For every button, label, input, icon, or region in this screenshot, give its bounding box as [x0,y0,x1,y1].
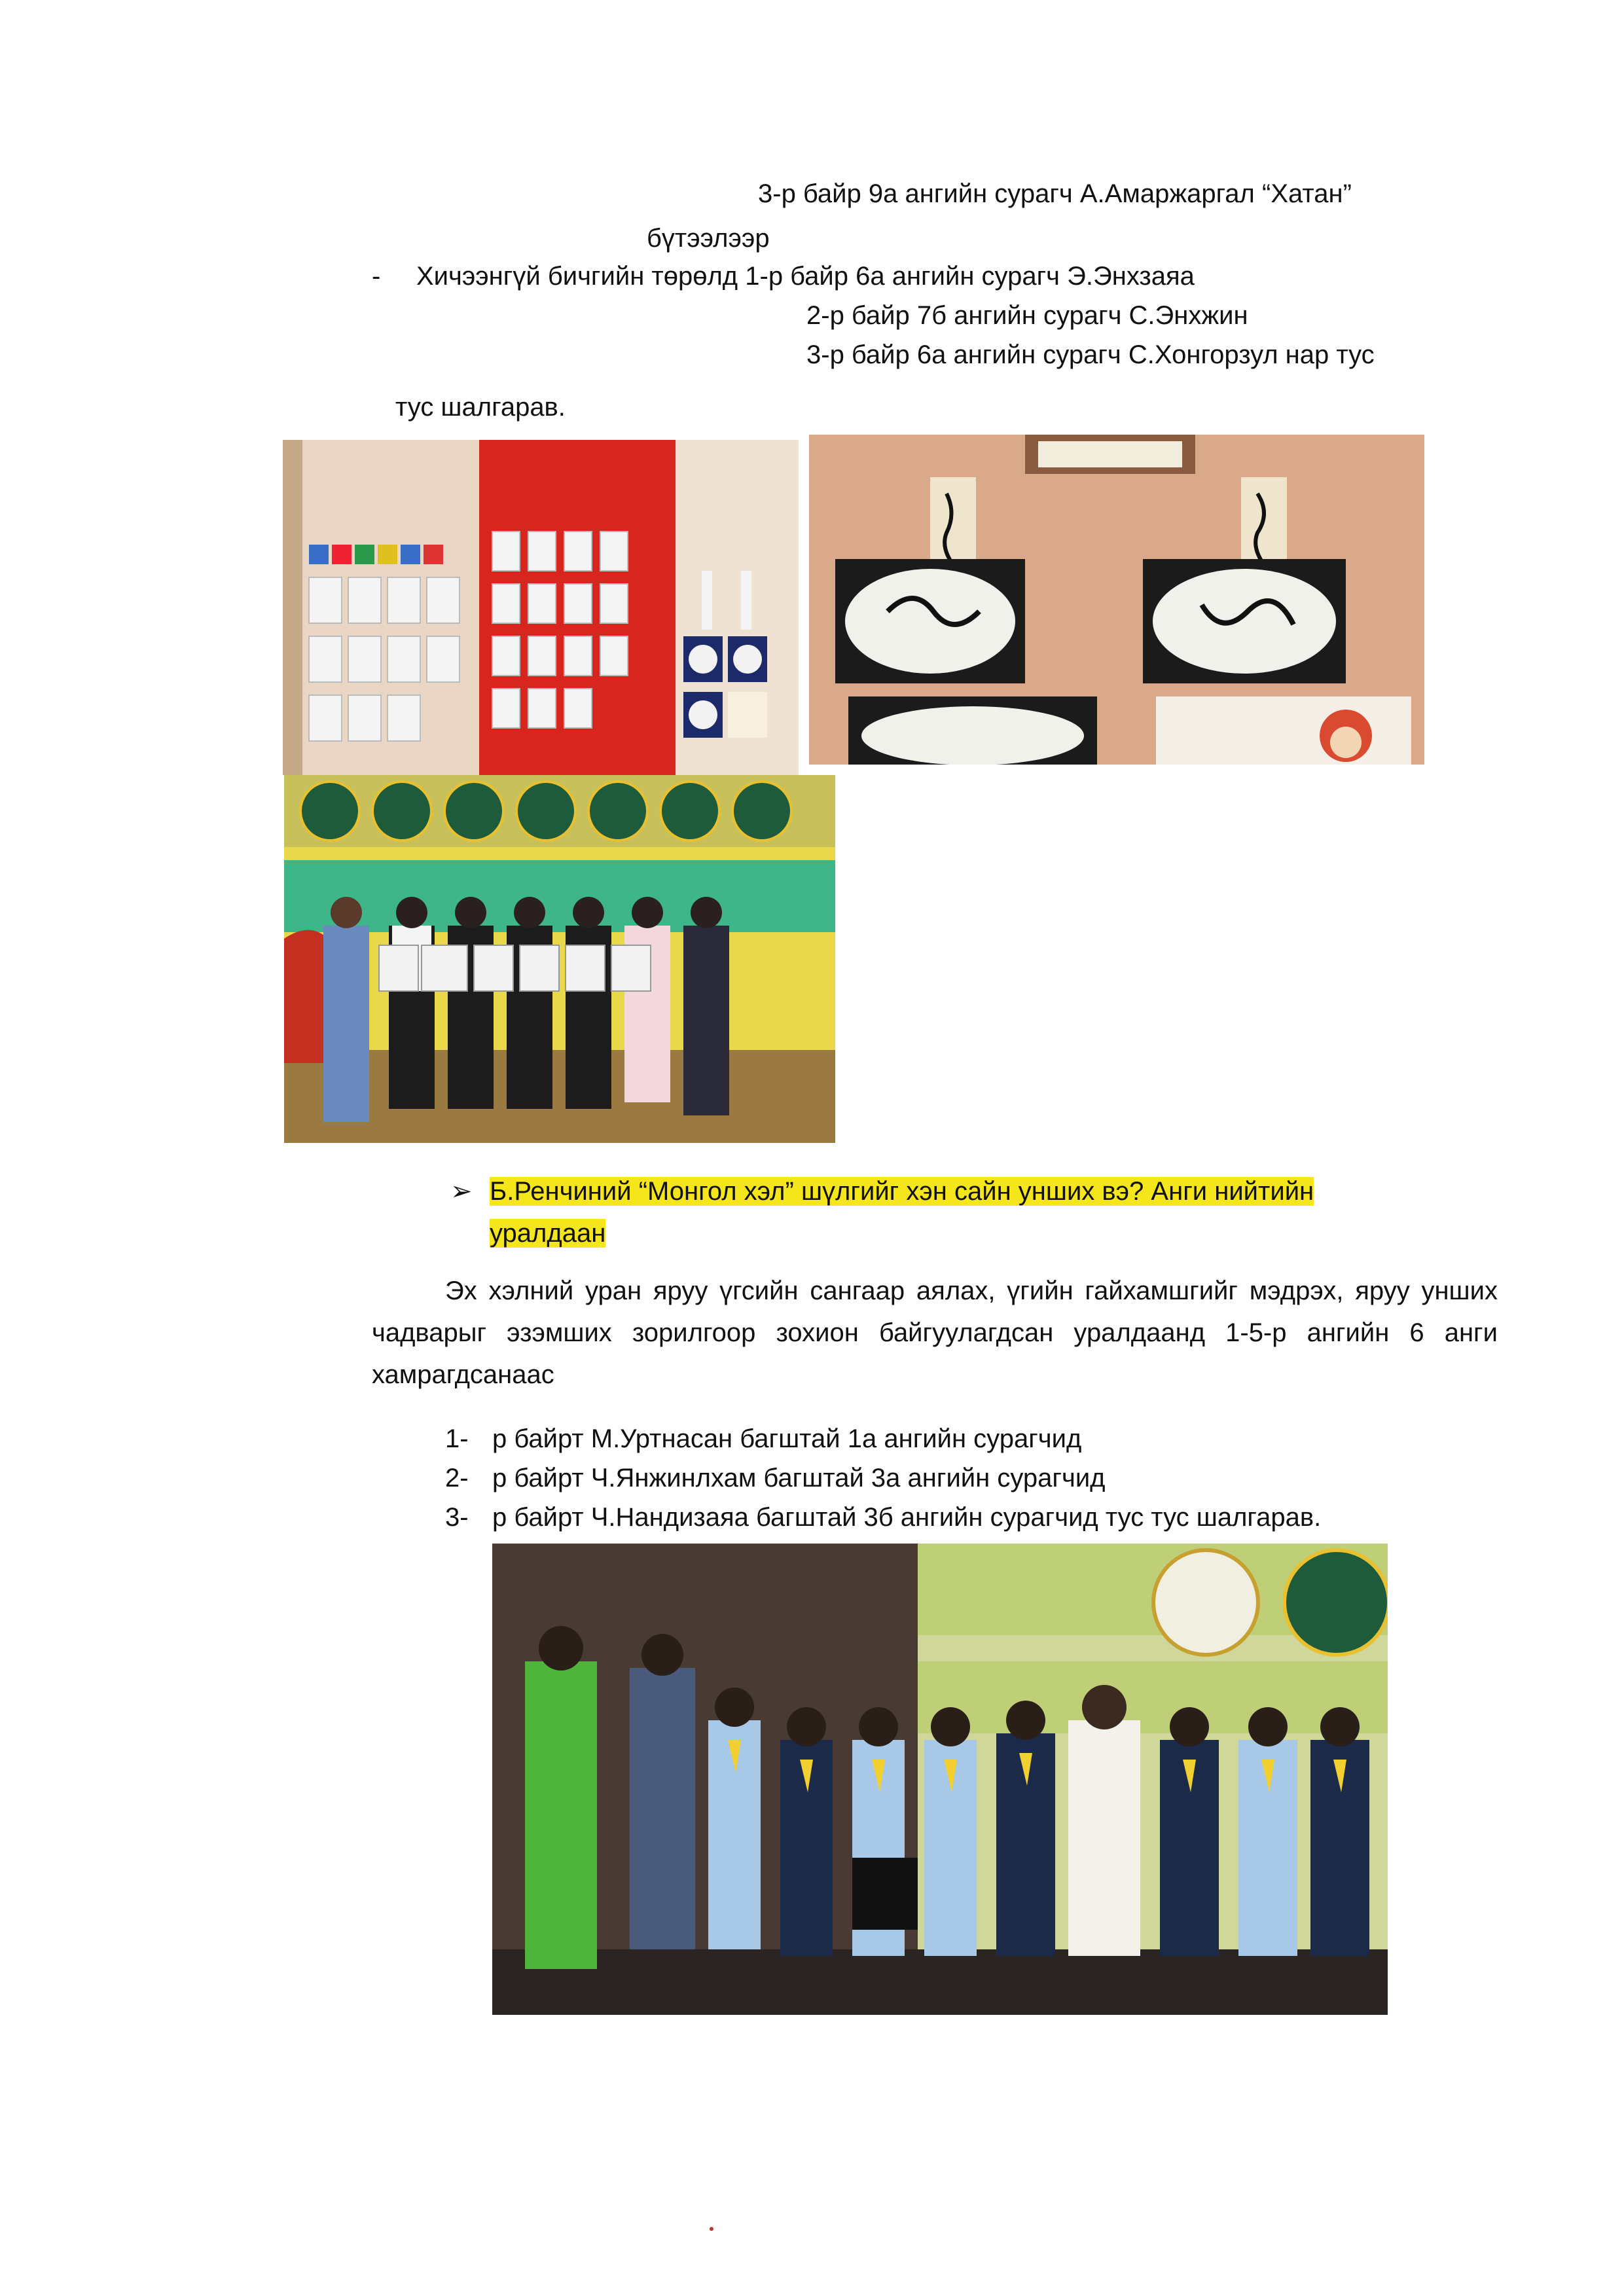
award-ceremony-photo [284,775,835,1143]
result-text-3: р байрт Ч.Нандизаяа багштай 3б ангийн сурагчид тус тус шалгарав. [492,1503,1322,1532]
calligraphy-artworks-photo [809,435,1424,765]
result-number-1: 1- [445,1424,469,1453]
award-line-2: бүтээлээр [647,224,770,253]
scan-speck [710,2227,713,2231]
award-line-5: 3-р байр 6а ангийн сурагч С.Хонгорзул нар тус [806,340,1375,369]
section-heading-text-1: Б.Ренчиний “Монгол хэл” шүлгийг хэн сайн унших вэ? Анги нийтийн [490,1177,1314,1206]
section-heading-text-2: уралдаан [490,1219,606,1248]
section-heading-line-2 [490,1218,605,1249]
result-number-2: 2- [445,1464,469,1492]
award-line-6: тус шалгарав. [395,393,566,422]
calligraphy-exhibit-photo [283,440,799,775]
award-line-4: 2-р байр 7б ангийн сурагч С.Энхжин [806,301,1248,330]
poetry-contest-photo [492,1544,1388,2015]
result-text-2: р байрт Ч.Янжинлхам багштай 3а ангийн сурагчид [492,1464,1106,1492]
section-heading-line-1 [490,1176,1314,1207]
arrow-bullet-icon: ➢ [450,1177,473,1206]
section-paragraph: Эх хэлний уран яруу үгсийн сангаар аялах, үгийн гайхамшгийг мэдрэх, яруу унших чадварыг эзэмших зорилгоор зохион байгуулагдсан уралдаанд 1-5-р ангийн 6 анги хамрагдсанаас [372,1276,1498,1389]
award-line-3: Хичээнгүй бичгийн төрөлд 1-р байр 6а ангийн сурагч Э.Энхзаяа [416,262,1195,291]
result-number-3: 3- [445,1503,469,1532]
award-dash: - [372,262,381,291]
award-line-1: 3-р байр 9а ангийн сурагч А.Амаржаргал “Хатан” [758,179,1352,208]
result-text-1: р байрт М.Уртнасан багштай 1а ангийн сурагчид [492,1424,1082,1453]
